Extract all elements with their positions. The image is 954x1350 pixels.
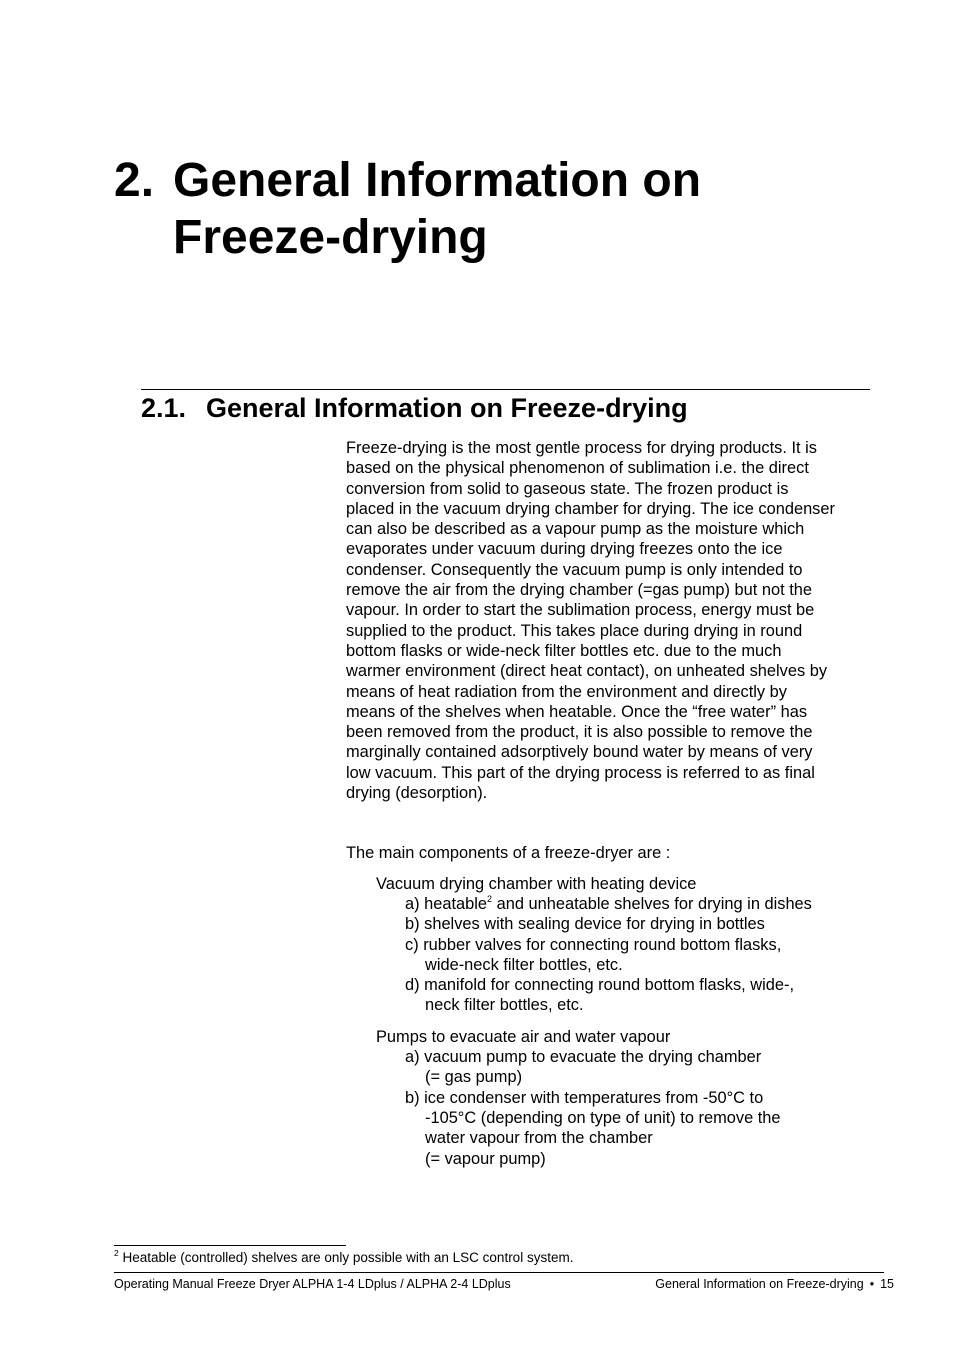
footer-right (655, 1276, 894, 1292)
body-line: remove the air from the drying chamber (=gas pump) but not the (346, 581, 812, 600)
body-line: Freeze-drying is the most gentle process for drying products. It is (346, 439, 817, 457)
list-item-line: (= gas pump) (425, 1068, 523, 1087)
footnote-text: Heatable (controlled) shelves are only possible with an LSC control system. (118, 1250, 574, 1265)
body-line: warmer environment (direct heat contact), on unheated shelves by (346, 662, 828, 681)
body-line: based on the physical phenomenon of sublimation i.e. the direct (346, 459, 809, 478)
component-group-pumps (346, 1027, 886, 1169)
list-item-line: d) manifold for connecting round bottom flasks, wide-, (405, 976, 795, 995)
list-item-text: and unheatable shelves for drying in dishes (492, 894, 812, 913)
list-item-line: b) ice condenser with temperatures from -50°C to (405, 1088, 764, 1107)
component-group-chamber (346, 874, 886, 1016)
page-number: 15 (880, 1277, 894, 1291)
chapter-title-line: Freeze-drying (173, 211, 488, 264)
body-line: been removed from the product, it is also possible to remove the (346, 723, 813, 742)
footnote-ref: 2 (487, 893, 493, 904)
list-item (405, 1047, 886, 1088)
footnote-number: 2 (114, 1248, 119, 1258)
list-item-text: a) heatable (405, 894, 488, 913)
footnote-divider (114, 1245, 346, 1246)
body-line: evaporates under vacuum during drying freezes onto the ice (346, 540, 783, 559)
section-title (141, 391, 688, 425)
body-line: marginally contained adsorptively bound water by means of very (346, 743, 813, 762)
list-item-line: a) vacuum pump to evacuate the drying chamber (405, 1048, 762, 1067)
body-line: placed in the vacuum drying chamber for drying. The ice condenser (346, 499, 835, 518)
body-line: conversion from solid to gaseous state. The frozen product is (346, 479, 789, 498)
chapter-title (114, 152, 813, 266)
body-line: vapour. In order to start the sublimation process, energy must be (346, 601, 815, 620)
body-line: means of heat radiation from the environment and directly by (346, 682, 787, 701)
section-body (346, 438, 886, 1169)
section-title-text: General Information on Freeze-drying (206, 393, 688, 423)
body-line: bottom flasks or wide-neck filter bottles etc. due to the much (346, 641, 782, 660)
body-line: can also be described as a vapour pump as the moisture which (346, 520, 805, 539)
list-item-line: (= vapour pump) (425, 1149, 546, 1168)
list-item (405, 935, 886, 976)
list-item-line: -105°C (depending on type of unit) to remove the (425, 1108, 781, 1127)
list-item (405, 894, 886, 914)
body-paragraph (346, 438, 886, 803)
list-item-line: neck filter bottles, etc. (425, 996, 584, 1015)
chapter-title-line: General Information on (173, 154, 702, 207)
body-line: condenser. Consequently the vacuum pump is only intended to (346, 560, 803, 579)
list-item (405, 975, 886, 1016)
section-divider (141, 389, 870, 390)
components-intro: The main components of a freeze-dryer are : (346, 844, 671, 863)
body-line: supplied to the product. This takes place during drying in round (346, 621, 803, 640)
body-line: means of the shelves when heatable. Once the “free water” has (346, 702, 808, 721)
chapter-title-text (173, 152, 813, 266)
chapter-number: 2. (114, 154, 155, 207)
list-item-line: wide-neck filter bottles, etc. (425, 955, 623, 974)
group-title: Pumps to evacuate air and water vapour (376, 1027, 671, 1046)
footer-divider (114, 1272, 884, 1273)
group-title: Vacuum drying chamber with heating device (376, 874, 697, 893)
body-line: drying (desorption). (346, 784, 488, 803)
list-item-line: c) rubber valves for connecting round bottom flasks, (405, 935, 782, 954)
footnote (114, 1249, 573, 1267)
body-line: low vacuum. This part of the drying process is referred to as final (346, 763, 815, 782)
footer-chapter-title: General Information on Freeze-drying (655, 1277, 864, 1291)
list-item: b) shelves with sealing device for drying in bottles (405, 915, 765, 934)
list-item-line: water vapour from the chamber (425, 1129, 653, 1148)
section-number: 2.1. (141, 393, 187, 423)
list-item (405, 1088, 886, 1169)
footer-manual-title: Operating Manual Freeze Dryer ALPHA 1-4 LDplus / ALPHA 2-4 LDplus (114, 1277, 511, 1291)
footer-bullet: • (869, 1277, 875, 1291)
